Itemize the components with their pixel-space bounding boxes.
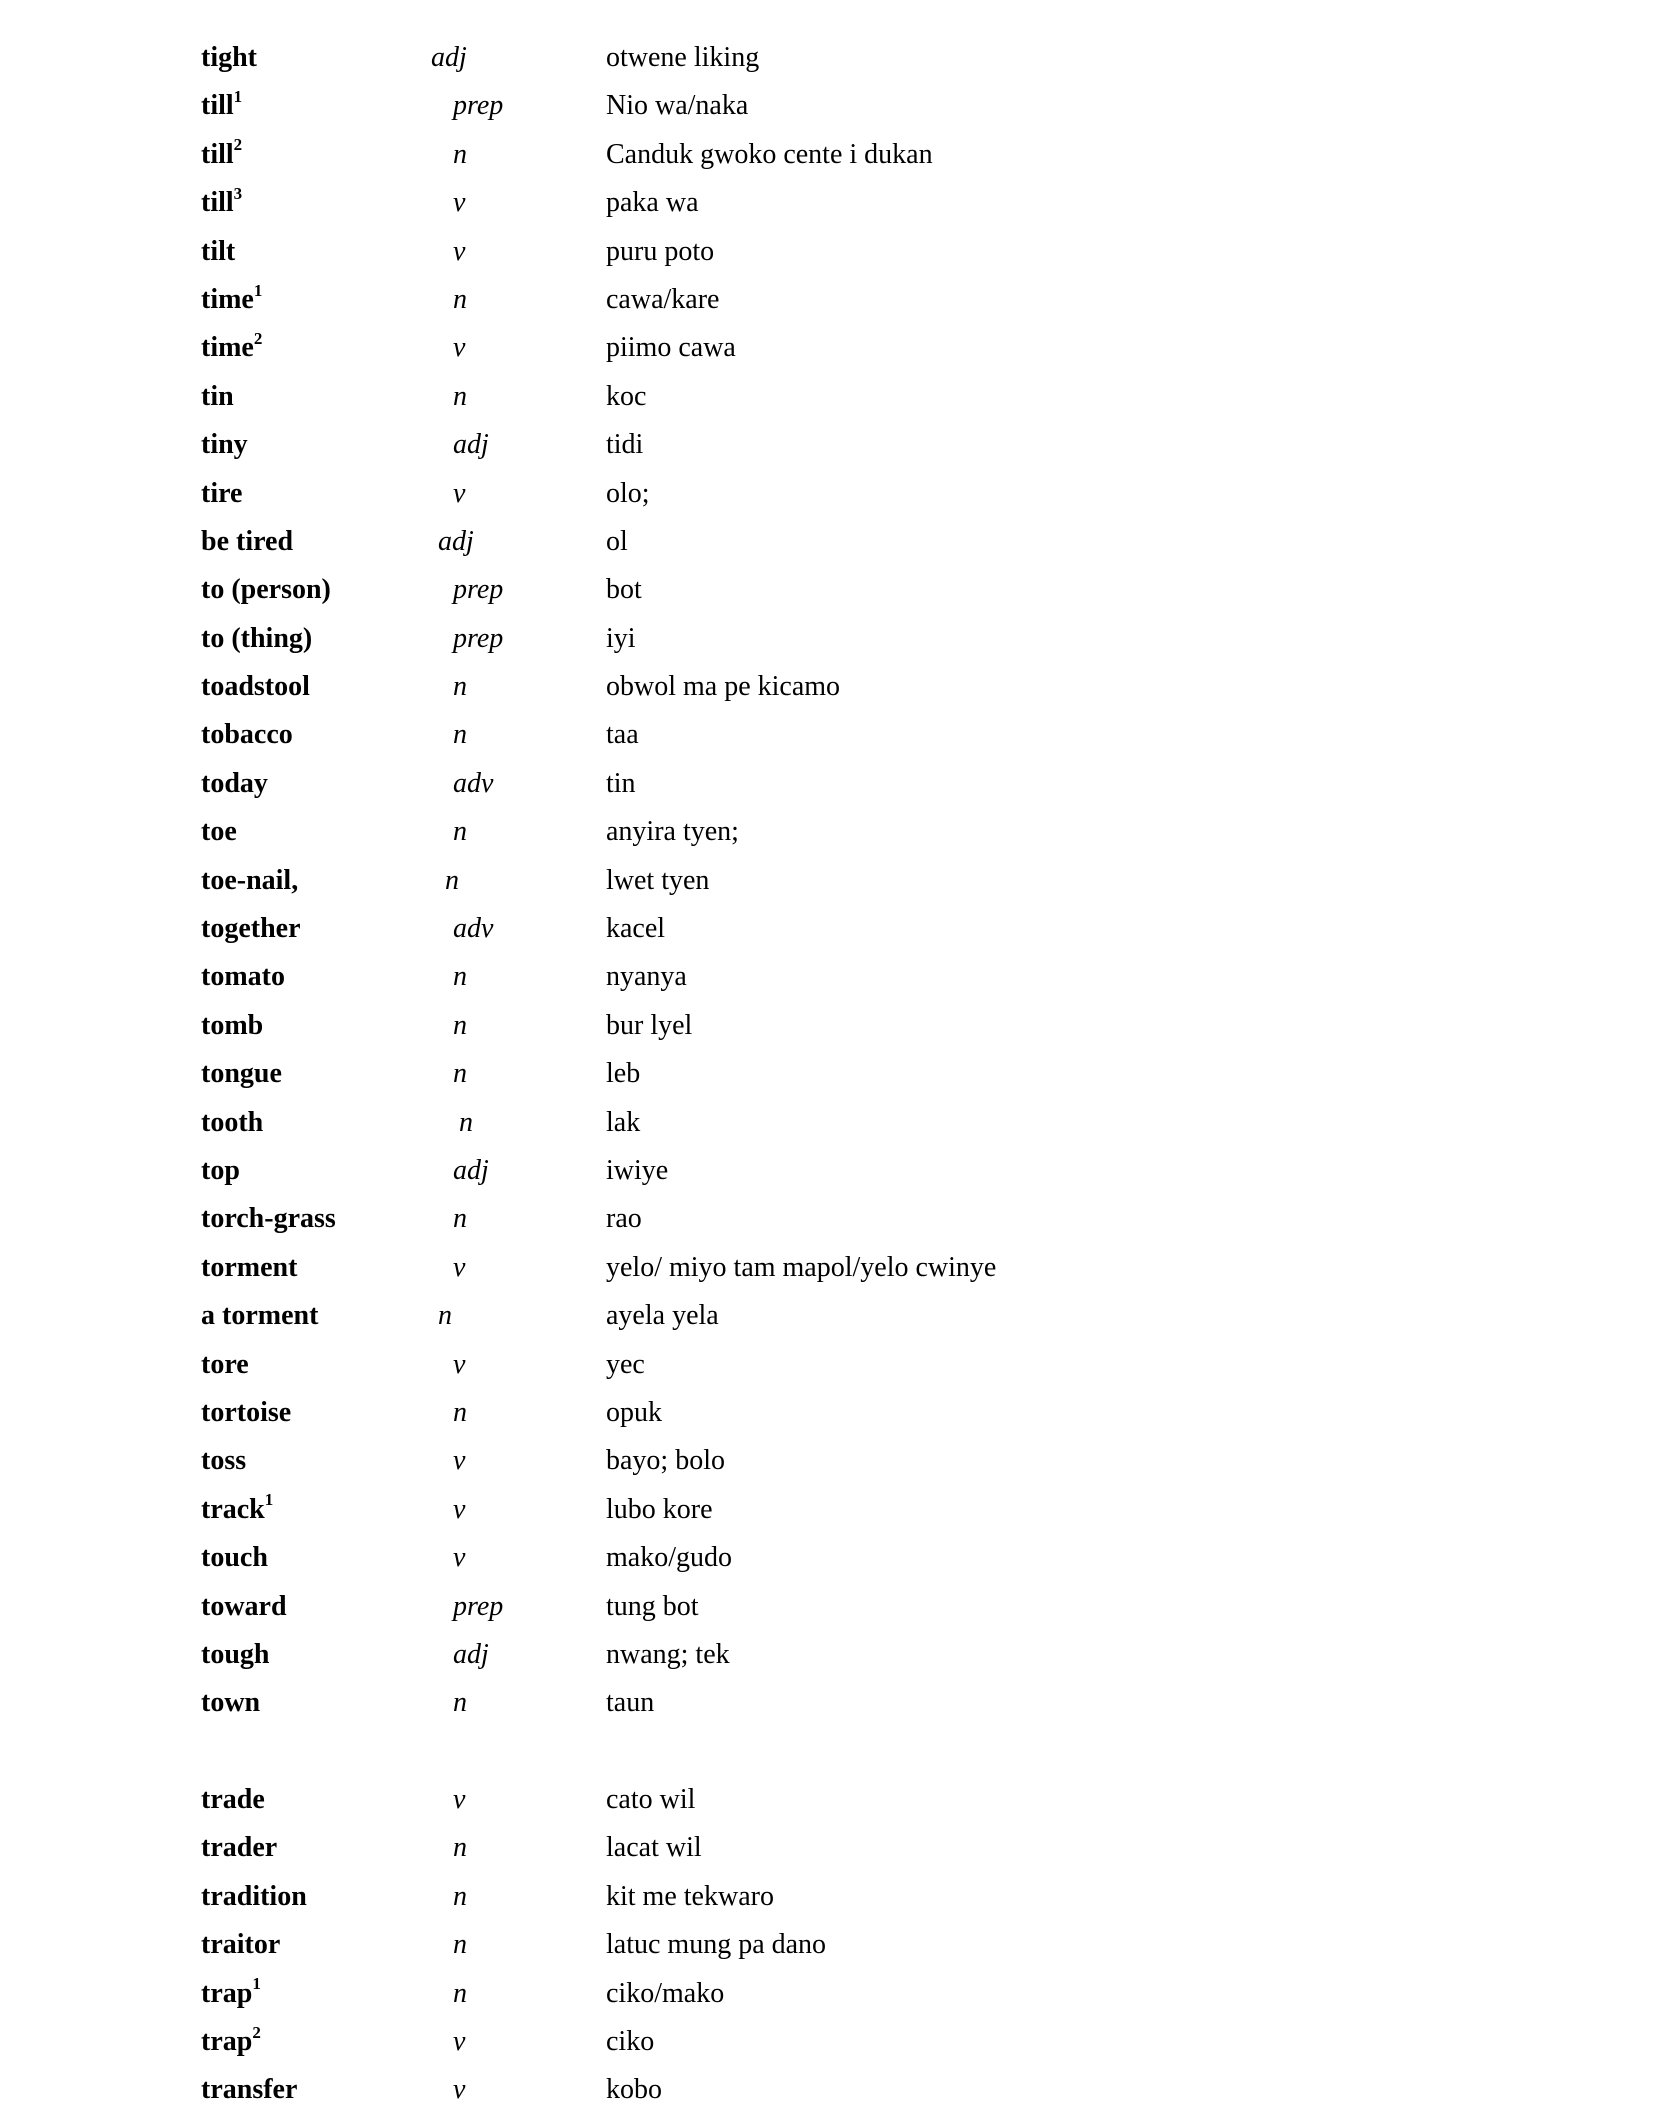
headword: transfer	[201, 2074, 298, 2106]
headword: town	[201, 1687, 261, 1719]
entry-row	[201, 1006, 1301, 1054]
part-of-speech: prep	[453, 1590, 504, 1622]
headword: time$^2$	[201, 329, 263, 364]
entry-row	[201, 1683, 1301, 1780]
headword: tortoise	[201, 1396, 292, 1428]
entry-row	[201, 1877, 1301, 1925]
headword: be tired	[201, 525, 294, 557]
entry-row	[201, 909, 1301, 957]
part-of-speech: n	[453, 1009, 467, 1041]
headword: tongue	[201, 1058, 282, 1090]
entry-row	[201, 280, 1301, 328]
part-of-speech: n	[453, 283, 467, 315]
entry-row	[201, 1925, 1301, 1973]
sense-number: 2	[253, 329, 263, 349]
entry-row	[201, 135, 1301, 183]
sense-number: 1	[253, 280, 263, 300]
entry-row	[201, 1103, 1301, 1151]
headword: to (person)	[201, 574, 331, 606]
part-of-speech: n	[453, 1880, 467, 1912]
gloss: lubo kore	[606, 1493, 713, 1525]
entry-row	[201, 1780, 1301, 1828]
entry-row	[201, 1199, 1301, 1247]
gloss: lak	[606, 1106, 641, 1138]
headword: tooth	[201, 1106, 264, 1138]
part-of-speech: v	[453, 477, 466, 509]
gloss: piimo cawa	[606, 332, 736, 364]
gloss: tidi	[606, 429, 644, 461]
headword: top	[201, 1154, 240, 1186]
headword: time$^1$	[201, 280, 263, 315]
gloss: lwet tyen	[606, 864, 710, 896]
gloss: tin	[606, 767, 636, 799]
gloss: otwene liking	[606, 42, 760, 73]
gloss: bayo; bolo	[606, 1445, 725, 1477]
headword: till$^3$	[201, 183, 243, 219]
gloss: kacel	[606, 913, 666, 945]
part-of-speech: n	[453, 719, 467, 751]
entry-row	[201, 570, 1301, 618]
entry-row	[201, 38, 1301, 86]
part-of-speech: v	[453, 2026, 466, 2058]
headword: tilt	[201, 235, 236, 267]
entry-row	[201, 957, 1301, 1005]
part-of-speech: n	[453, 816, 467, 848]
entry-row	[201, 764, 1301, 812]
gloss: tung bot	[606, 1590, 699, 1622]
headword: a torment	[201, 1300, 319, 1332]
gloss: ol	[606, 525, 628, 557]
headword: tiny	[201, 429, 248, 461]
gloss: ciko/mako	[606, 1977, 725, 2009]
headword: tomato	[201, 961, 285, 993]
entry-row	[201, 667, 1301, 715]
headword: toss	[201, 1445, 247, 1477]
gloss: Nio wa/naka	[606, 90, 749, 122]
part-of-speech: v	[453, 332, 466, 364]
entry-row	[201, 377, 1301, 425]
gloss: anyira tyen;	[606, 816, 739, 848]
entry-row	[201, 861, 1301, 909]
entry-row	[201, 232, 1301, 280]
entry-row	[201, 1538, 1301, 1586]
part-of-speech: adj	[453, 1154, 489, 1186]
gloss: taa	[606, 719, 639, 751]
gloss: puru poto	[606, 235, 715, 267]
part-of-speech: prep	[453, 90, 504, 122]
headword: tough	[201, 1638, 270, 1670]
part-of-speech: adj	[431, 42, 467, 73]
part-of-speech: v	[453, 1251, 466, 1283]
sense-number: 3	[233, 183, 243, 203]
part-of-speech: n	[453, 1977, 467, 2009]
headword: trap$^2$	[201, 2022, 261, 2058]
headword: trap$^1$	[201, 1974, 261, 2009]
sense-number: 1	[233, 87, 243, 107]
headword: tradition	[201, 1880, 307, 1912]
part-of-speech: adj	[453, 429, 489, 461]
sense-number: 1	[252, 1974, 261, 1994]
gloss: leb	[606, 1058, 641, 1090]
entry-row	[201, 1248, 1301, 1296]
gloss: yec	[606, 1348, 645, 1380]
entry-row	[201, 1054, 1301, 1102]
gloss: lacat wil	[606, 1832, 702, 1864]
headword: toadstool	[201, 671, 310, 703]
part-of-speech: v	[453, 2074, 466, 2106]
entry-list	[201, 38, 1301, 2119]
sense-number: 1	[264, 1490, 274, 1510]
headword: together	[201, 913, 301, 945]
headword: track$^1$	[201, 1490, 274, 1525]
headword: trade	[201, 1784, 265, 1816]
entry-row	[201, 1393, 1301, 1441]
gloss: kobo	[606, 2074, 662, 2106]
entry-row	[201, 1441, 1301, 1489]
part-of-speech: n	[453, 138, 467, 170]
part-of-speech: v	[453, 1784, 466, 1816]
entry-row	[201, 1587, 1301, 1635]
entry-row	[201, 183, 1301, 231]
gloss: cato wil	[606, 1784, 696, 1816]
headword: trader	[201, 1832, 278, 1864]
gloss: opuk	[606, 1396, 662, 1428]
part-of-speech: n	[453, 1058, 467, 1090]
sense-number: 2	[233, 135, 243, 155]
headword: till$^1$	[201, 87, 243, 122]
headword: torch-grass	[201, 1203, 336, 1235]
gloss: cawa/kare	[606, 283, 720, 315]
part-of-speech: n	[453, 1687, 467, 1719]
gloss: taun	[606, 1687, 655, 1719]
entry-row	[201, 522, 1301, 570]
part-of-speech: v	[453, 1445, 466, 1477]
entry-row	[201, 1151, 1301, 1199]
entry-row	[201, 86, 1301, 134]
headword: torment	[201, 1251, 298, 1283]
gloss: rao	[606, 1203, 642, 1235]
entry-row	[201, 715, 1301, 763]
entry-row	[201, 328, 1301, 376]
gloss: Canduk gwoko cente i dukan	[606, 138, 933, 170]
gloss: koc	[606, 380, 647, 412]
gloss: nwang; tek	[606, 1638, 730, 1670]
entry-row	[201, 474, 1301, 522]
part-of-speech: n	[453, 671, 467, 703]
gloss: kit me tekwaro	[606, 1880, 774, 1912]
gloss: ciko	[606, 2026, 655, 2058]
headword: today	[201, 767, 268, 799]
gloss: bur lyel	[606, 1009, 693, 1041]
headword: till$^2$	[201, 135, 243, 170]
headword: tomb	[201, 1009, 264, 1041]
gloss: ayela yela	[606, 1300, 719, 1332]
part-of-speech: n	[453, 380, 467, 412]
part-of-speech: n	[438, 1300, 452, 1332]
part-of-speech: n	[453, 1929, 467, 1961]
headword: tire	[201, 477, 243, 509]
headword: tin	[201, 380, 234, 412]
headword: toe-nail,	[201, 864, 299, 896]
part-of-speech: n	[453, 961, 467, 993]
gloss: olo;	[606, 477, 650, 509]
entry-row	[201, 1974, 1301, 2022]
headword: tight	[201, 42, 257, 73]
entry-row	[201, 2070, 1301, 2118]
gloss: yelo/ miyo tam mapol/yelo cwinye	[606, 1251, 997, 1283]
part-of-speech: n	[459, 1106, 473, 1138]
entry-row	[201, 619, 1301, 667]
entry-row	[201, 1345, 1301, 1393]
headword: traitor	[201, 1929, 281, 1961]
entry-row	[201, 1490, 1301, 1538]
part-of-speech: prep	[453, 622, 504, 654]
part-of-speech: v	[453, 235, 466, 267]
part-of-speech: v	[453, 1493, 466, 1525]
entry-row	[201, 1635, 1301, 1683]
part-of-speech: n	[453, 1832, 467, 1864]
headword: tore	[201, 1348, 249, 1380]
part-of-speech: n	[453, 1396, 467, 1428]
headword: to (thing)	[201, 622, 313, 654]
part-of-speech: v	[453, 1348, 466, 1380]
part-of-speech: adv	[453, 767, 494, 799]
entry-row	[201, 812, 1301, 860]
gloss: iwiye	[606, 1154, 669, 1186]
gloss: mako/gudo	[606, 1542, 732, 1574]
entry-row	[201, 1296, 1301, 1344]
gloss: latuc mung pa dano	[606, 1929, 827, 1961]
part-of-speech: adv	[453, 913, 494, 945]
entry-row	[201, 2022, 1301, 2070]
headword: touch	[201, 1542, 268, 1574]
gloss: bot	[606, 574, 642, 606]
gloss: nyanya	[606, 961, 687, 993]
part-of-speech: v	[453, 187, 466, 219]
sense-number: 2	[252, 2022, 261, 2042]
headword: toward	[201, 1590, 287, 1622]
gloss: iyi	[606, 622, 636, 654]
entry-row	[201, 425, 1301, 473]
gloss: obwol ma pe kicamo	[606, 671, 841, 703]
part-of-speech: adj	[438, 525, 474, 557]
entry-row	[201, 1828, 1301, 1876]
part-of-speech: n	[453, 1203, 467, 1235]
gloss: paka wa	[606, 187, 699, 219]
part-of-speech: adj	[453, 1638, 489, 1670]
headword: tobacco	[201, 719, 293, 751]
headword: toe	[201, 816, 237, 848]
part-of-speech: v	[453, 1542, 466, 1574]
part-of-speech: n	[445, 864, 459, 896]
part-of-speech: prep	[453, 574, 504, 606]
